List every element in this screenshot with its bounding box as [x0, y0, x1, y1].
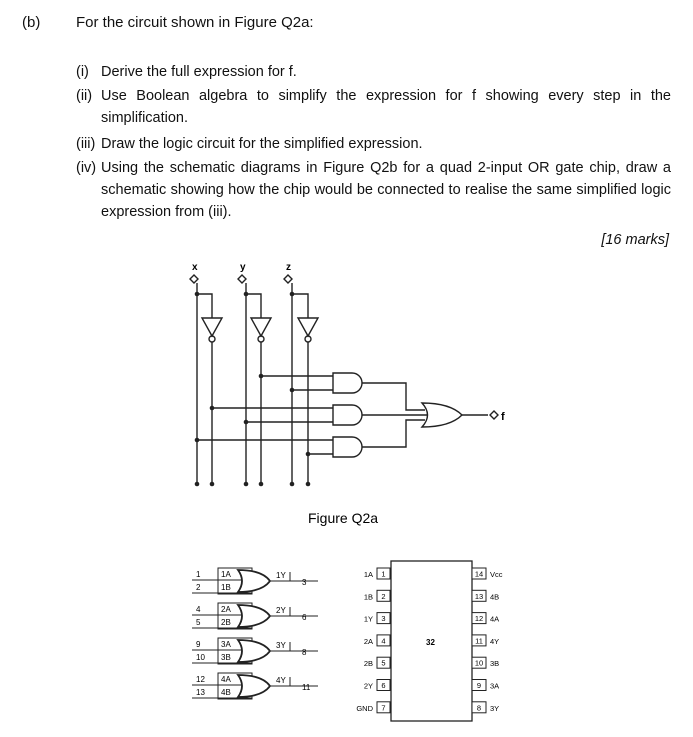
output-pin-name: 1Y	[276, 571, 286, 580]
chip-left-pin	[364, 568, 390, 579]
output-f-label: f	[501, 411, 505, 423]
pin-number: 2	[196, 583, 201, 592]
pin-name: 3Y	[490, 703, 500, 713]
pin-name: 2A	[221, 605, 231, 614]
pin-name: 2A	[363, 636, 373, 646]
question-intro: For the circuit shown in Figure Q2a:	[76, 14, 314, 31]
chip-right-pin	[472, 635, 499, 646]
chip-left-pin	[364, 590, 390, 601]
pin-name: 3B	[490, 659, 500, 669]
pin-name: 1B	[221, 583, 231, 592]
chip-left-pin	[364, 657, 390, 668]
pin-number: 13	[474, 591, 484, 601]
pin-number: 1	[381, 569, 386, 579]
output-pin-number: 6	[302, 613, 307, 622]
question-label: (b)	[22, 14, 41, 31]
output-pin-name: 3Y	[276, 641, 286, 650]
pin-number: 10	[196, 653, 205, 662]
pin-name: 4B	[221, 688, 231, 697]
part-text: Use Boolean algebra to simplify the expression for f showing every step in the simplification.	[101, 88, 671, 126]
pin-name: 3A	[221, 640, 231, 649]
pin-name: 3B	[221, 653, 231, 662]
chip-right-pin	[472, 568, 503, 579]
part-number: (iv)	[76, 160, 97, 176]
pin-name: 1B	[363, 592, 373, 602]
input-x-label: x	[192, 262, 198, 273]
pin-name: 4Y	[490, 636, 500, 646]
pin-name: 2B	[363, 659, 373, 669]
chip-label: 32	[426, 638, 435, 647]
pin-name: 2Y	[363, 681, 373, 691]
pin-name: 1Y	[363, 614, 373, 624]
pin-number: 12	[196, 675, 205, 684]
pin-number: 2	[381, 591, 386, 601]
pin-name: 3A	[490, 681, 500, 691]
chip-right-pin	[472, 613, 499, 624]
pin-number: 4	[196, 605, 201, 614]
pin-number: 10	[474, 658, 484, 668]
pin-number: 5	[381, 658, 386, 668]
pin-name: 2B	[221, 618, 231, 627]
pin-number: 12	[474, 614, 484, 624]
output-pin-name: 2Y	[276, 606, 286, 615]
input-z-label: z	[286, 262, 291, 273]
pin-name: 4A	[221, 675, 231, 684]
pin-number: 14	[474, 569, 484, 579]
part-text: Using the schematic diagrams in Figure Q2b for a quad 2-input OR gate chip, draw a schematic showing how the chip would be connected to realise the same simplified logic expression from (iii).	[101, 160, 671, 220]
part-number: (iii)	[76, 136, 96, 152]
output-pin-number: 11	[302, 683, 311, 692]
pin-number: 7	[381, 703, 386, 713]
output-pin-number: 8	[302, 648, 307, 657]
part-text: Derive the full expression for f.	[101, 64, 297, 80]
pin-number: 3	[381, 614, 386, 624]
pin-name: 1A	[221, 570, 231, 579]
part-text: Draw the logic circuit for the simplified expression.	[101, 136, 423, 152]
pin-number: 5	[196, 618, 201, 627]
chip-left-pin	[364, 613, 390, 624]
chip-right-pin	[472, 680, 499, 691]
pin-name: 1A	[363, 570, 373, 579]
pin-number: 6	[381, 681, 386, 690]
pin-name: GND	[356, 703, 373, 713]
pin-number: 11	[475, 636, 483, 646]
output-pin-number: 3	[302, 578, 307, 587]
pin-number: 9	[476, 681, 482, 690]
pin-number: 4	[381, 636, 386, 646]
pin-number: 13	[196, 688, 205, 697]
pin-name: 4A	[490, 614, 500, 624]
pin-name: Vcc	[490, 570, 503, 579]
chip-left-pin	[364, 680, 390, 691]
chip-right-pin	[472, 657, 499, 668]
output-pin-name: 4Y	[276, 676, 286, 685]
chip-left-pin	[356, 702, 390, 713]
part-number: (ii)	[76, 88, 93, 104]
pin-number: 1	[196, 570, 201, 579]
chip-left-pin	[364, 635, 390, 646]
pin-name: 4B	[490, 592, 500, 602]
marks-label: [16 marks]	[601, 232, 669, 248]
input-y-label: y	[240, 262, 246, 273]
chip-right-pin	[472, 590, 499, 601]
pin-number: 8	[476, 703, 482, 713]
chip-right-pin	[472, 702, 499, 713]
figure-q2a-caption: Figure Q2a	[308, 510, 379, 526]
part-number: (i)	[76, 64, 89, 80]
pin-number: 9	[196, 640, 201, 649]
